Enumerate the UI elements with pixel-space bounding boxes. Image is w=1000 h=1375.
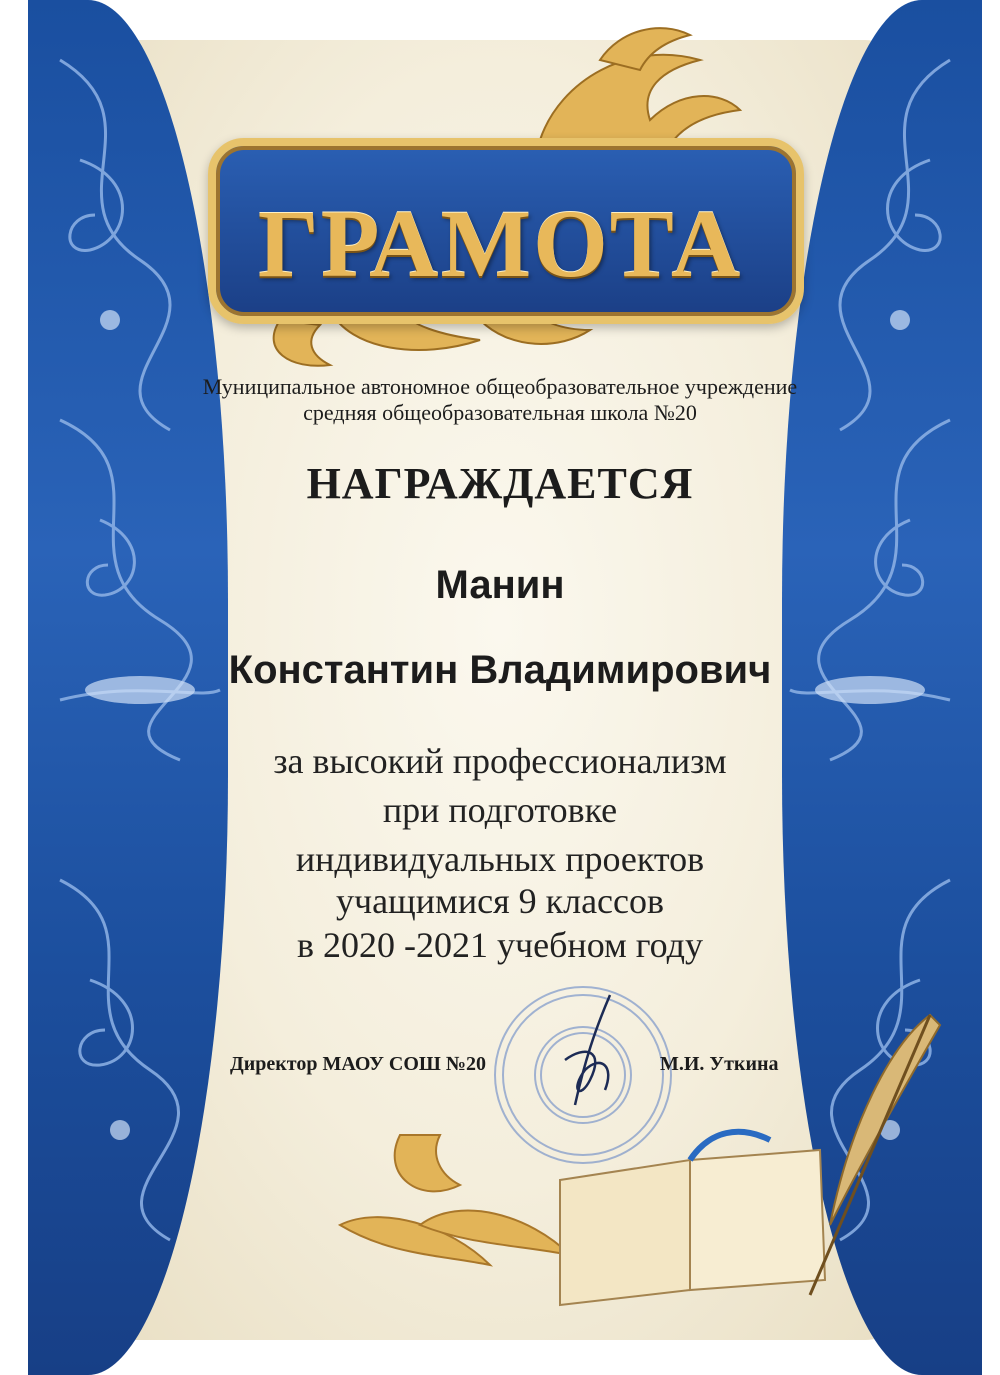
reason-line-4: учащимися 9 классов — [335, 881, 665, 921]
signatory-position: Директор МАОУ СОШ №20 — [230, 1053, 486, 1075]
reason-line-2: при подготовке — [382, 790, 618, 830]
gold-leaf-ornament-icon — [300, 1115, 580, 1295]
organization-line-2: средняя общеобразовательная школа №20 — [303, 400, 697, 425]
handwritten-signature-icon — [555, 990, 635, 1120]
certificate-title: ГРАМОТА — [257, 190, 743, 297]
signatory-name: М.И. Уткина — [660, 1053, 779, 1075]
quill-pen-icon — [790, 1005, 950, 1305]
organization-line-1: Муниципальное автономное общеобразовательное учреждение — [202, 374, 798, 399]
reason-line-5: в 2020 -2021 учебном году — [297, 925, 703, 965]
recipient-given-names: Константин Владимирович — [228, 648, 772, 692]
title-plaque — [180, 20, 820, 380]
recipient-surname: Манин — [435, 563, 565, 607]
reason-line-1: за высокий профессионализм — [273, 741, 727, 781]
reason-line-3: индивидуальных проектов — [295, 839, 705, 879]
award-heading: НАГРАЖДАЕТСЯ — [306, 459, 694, 508]
